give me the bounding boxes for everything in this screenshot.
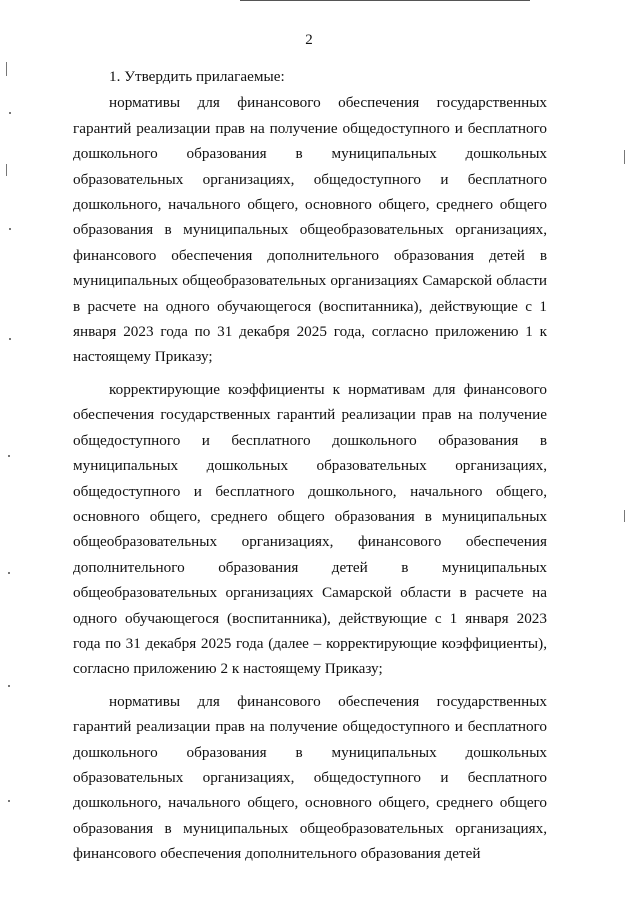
paragraph-normatives-continued: нормативы для финансового обеспечения государственных гарантий реализации прав на получение общедоступного и бесплатного дошкольного образования в муниципальных дошкольных образовательных организациях, общедоступного и бесплатного дошкольного, начального общего, основного общего, среднего общего образования в муниципальных общеобразовательных организациях, финансового обеспечения дополнительного образования детей: [73, 692, 547, 863]
scan-edge-mark: [8, 685, 10, 687]
scan-edge-mark: [624, 150, 625, 164]
scan-edge-mark: [624, 510, 625, 522]
scan-top-rule: [240, 0, 530, 1]
scan-edge-mark: [6, 164, 7, 176]
scan-edge-mark: [9, 228, 11, 230]
scan-edge-mark: [8, 572, 10, 574]
scan-edge-mark: [8, 455, 10, 457]
item-heading: 1. Утвердить прилагаемые:: [109, 68, 285, 85]
scan-edge-mark: [8, 800, 10, 802]
scan-edge-mark: [6, 62, 7, 76]
scan-edge-mark: [9, 338, 11, 340]
page-number: 2: [305, 32, 313, 48]
paragraph-normatives: нормативы для финансового обеспечения государственных гарантий реализации прав на получение общедоступного и бесплатного дошкольного образования в муниципальных дошкольных образовательных организациях, общедоступного и бесплатного дошкольного, начального общего, основного общего, среднего общего образования в муниципальных общеобразовательных организациях, финансового обеспечения дополнительного образования детей в муниципальных общеобразовательных организациях Самарской области в расчете на одного обучающегося (воспитанника), действующие с 1 января 2023 года по 31 декабря 2025 года, согласно приложению 1 к настоящему Приказу;: [73, 94, 547, 366]
document-body: [73, 64, 547, 867]
paragraph-coefficients: корректирующие коэффициенты к нормативам для финансового обеспечения государственных гарантий реализации прав на получение общедоступного и бесплатного дошкольного образования в муниципальных дошкольных образовательных организациях, общедоступного и бесплатного дошкольного, начального общего, основного общего, среднего общего образования в муниципальных общеобразовательных организациях, финансового обеспечения дополнительного образования детей в муниципальных общеобразовательных организациях Самарской области в расчете на одного обучающегося (воспитанника), действующие с 1 января 2023 года по 31 декабря 2025 года (далее – корректирующие коэффициенты), согласно приложению 2 к настоящему Приказу;: [73, 380, 547, 678]
scan-edge-mark: [9, 112, 11, 114]
